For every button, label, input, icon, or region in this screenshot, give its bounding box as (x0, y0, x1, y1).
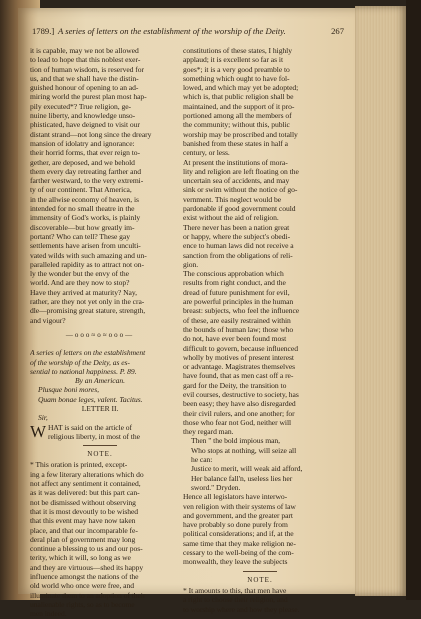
text-line: intended for no small theatre in the (30, 204, 135, 214)
salutation: Sir, (38, 413, 48, 423)
footnote-line: * It amounts to this, that men have (183, 585, 287, 595)
text-line: Hence all legislators have interwo- (183, 492, 288, 502)
text-line: The conscious approbation which (183, 269, 284, 279)
footnote-line: to worship where and how they please. (183, 604, 300, 614)
quote-line: Her balance fall'n, useless lies her (191, 473, 293, 483)
opening-paragraph (30, 423, 170, 442)
footnote-line: place, and that our incomparable fe- (30, 525, 138, 535)
motto-line: Quam bonae leges, valent. Tacitus. (38, 394, 143, 404)
footnote-line: continue a blessing to us and our pos- (30, 544, 143, 554)
text-line: century, or less. (183, 148, 230, 158)
text-line: breast: subjects, who feel the influence (183, 306, 300, 316)
footnote-line: that it is most devoutly to be wished (30, 506, 139, 516)
text-line: their civil rulers, and one another; for (183, 408, 295, 418)
text-line: rather, are they not yet only in the cra- (30, 297, 145, 307)
text-line: paralleled rapidity as to attract not on- (30, 259, 144, 269)
footnote-line: a right to choose their religion, and (183, 595, 288, 605)
note-rule (83, 445, 117, 446)
text-line: pily executed*? True religion, ge- (30, 101, 132, 111)
page-number: 267 (331, 26, 344, 36)
note-rule-right (243, 571, 277, 572)
text-line: it is capable, may we not be allowed (30, 46, 139, 55)
section-title-line: of the worship of the Deity, as es- (30, 357, 130, 367)
text-line: ly the wonder but the envy of the (30, 269, 129, 279)
text-line: those who fear not God, neither will (183, 417, 292, 427)
section-title (30, 348, 170, 376)
header-title: A series of letters on the establishment of the worship of the Deity. (58, 26, 286, 36)
text-line: ty of our continent. That America, (30, 185, 132, 195)
text-line: uncertain sea of accidents, and may (183, 176, 290, 186)
text-line: cessary to the well-being of the com- (183, 548, 294, 558)
text-line: world. And are they now to stop? (30, 278, 130, 288)
text-line: and government, and the greater part (183, 510, 293, 520)
quote-line: Then " the bold impious man, (191, 436, 281, 446)
footnote-line: influence amongst the nations of the (30, 572, 139, 582)
book-cover-edge (406, 0, 421, 600)
right-column-text (183, 46, 337, 436)
text-line: vernment. This neglect would be (183, 194, 282, 204)
text-line: ence to human laws did not receive a (183, 241, 294, 251)
drop-cap: W (30, 421, 46, 441)
text-line: HAT is said on the article of (48, 422, 133, 432)
text-line: portioned among all the members of (183, 111, 292, 121)
section-ornament: —ooo≈o≈ooo— (65, 330, 135, 339)
text-line: their horrid forms, that ever reign to- (30, 148, 141, 158)
dryden-quote (183, 436, 337, 492)
text-line: political considerations; and if, at the (183, 529, 294, 539)
text-line: gard for the Deity, the transition to (183, 380, 287, 390)
footnote-line: not be dismissed without observing (30, 497, 136, 507)
quote-line: he can: (191, 455, 213, 465)
text-line: are powerful principles in the human (183, 297, 294, 307)
text-line: the bounds of human law; those who (183, 324, 294, 334)
text-line: portant? Who can tell? These gay (30, 231, 130, 241)
text-line: wholly by motives of present interest (183, 352, 294, 362)
footnote-line: and they are virtuous—shed its happy (30, 562, 144, 572)
note-label-right: NOTE. (247, 575, 273, 584)
footnote-text (30, 460, 170, 618)
text-line: have found, that as men cast off a re- (183, 371, 294, 381)
text-line: sanction from the obligations of reli- (183, 250, 293, 260)
text-line: difficult to govern, because influenced (183, 343, 298, 353)
text-line: which is, that public religion shall be (183, 92, 294, 102)
text-line: worship may be proscribed and totally (183, 129, 298, 139)
text-line: banished from these states in half a (183, 138, 288, 148)
text-line: tion of human wisdom, is reserved for (30, 64, 144, 74)
text-line: gether, are deposed, and we behold (30, 157, 135, 167)
footnote-line: * This oration is printed, except- (30, 460, 128, 470)
text-line: have probably so done purely from (183, 520, 288, 530)
text-line: monwealth, they leave the subjects (183, 557, 288, 567)
header-year: 1789.] (32, 26, 55, 36)
text-line: phisticated, have deigned to visit our (30, 120, 140, 130)
text-line: same time that they make religion ne- (183, 538, 296, 548)
byline: By an American. (75, 376, 125, 386)
footnote-line: illuminate them to an adoption of their (30, 590, 146, 600)
section-title-line: sential to national happiness. P. 89. (30, 366, 137, 376)
text-line: results from right conduct, and the (183, 278, 286, 288)
text-line: religious liberty, in most of the (48, 431, 140, 441)
footnote-line: terity, which it will, so long as we (30, 553, 131, 563)
quote-line: Who stops at nothing, will seize all (191, 445, 297, 455)
text-line: do not, have ever been found most (183, 334, 287, 344)
text-line: vated wilds with such amazing and un- (30, 250, 147, 260)
motto (30, 385, 170, 404)
footnote-line: old world who once were free, and (30, 581, 134, 591)
right-column (183, 46, 337, 614)
text-line: discoverable—but how greatly im- (30, 222, 135, 232)
text-line: pardonable if good government could (183, 204, 296, 214)
text-line: mansion of idolatry and ignorance: (30, 138, 135, 148)
text-line: of these, are easily restrained within (183, 315, 291, 325)
text-line: us, and that we shall have the distin- (30, 73, 139, 83)
running-header (32, 26, 350, 40)
text-line: dread of future punishment for evil, (183, 287, 290, 297)
text-line: the community; without this, public (183, 120, 290, 130)
letter-heading: LETTER II. (81, 403, 119, 413)
footnote-line: that this event may have now taken (30, 516, 136, 526)
left-column (30, 46, 170, 619)
page-edges (355, 6, 407, 596)
footnote-line: unalienable rights, so as to become (30, 599, 135, 609)
text-line: nuine liberty, and knowledge unso- (30, 111, 136, 121)
text-line: goes*; it is a very good preamble to (183, 64, 290, 74)
quote-line: Justice to merit, will weak aid afford, (191, 464, 303, 474)
text-line: gion. (183, 259, 199, 269)
footnote-line: not affect any sentiment it contained, (30, 479, 141, 489)
text-line: immensity of God's works, is plainly (30, 213, 141, 223)
text-line: evil courses, destructive to society, has (183, 389, 299, 399)
footnote-line: deral plan of government may long (30, 534, 136, 544)
text-line: ven religion with their systems of law (183, 501, 296, 511)
text-line: to lead to hope that this noblest exer- (30, 55, 141, 65)
text-line: constitutions of these states, I highly (183, 46, 292, 55)
text-line: dle—promising great stature, strength, (30, 306, 146, 316)
text-line: and vigour? (30, 315, 66, 325)
text-line: There never has been a nation great (183, 222, 290, 232)
text-line: At present the institutions of mora- (183, 157, 288, 167)
footnote-line: men indeed. (30, 609, 67, 619)
text-line: lity and religion are left floating on the (183, 166, 299, 176)
footnote-line: as it was delivered: but this part can- (30, 488, 140, 498)
text-line: or advantage. Magistrates themselves (183, 362, 296, 372)
footnote-line: ing a few literary alterations which do (30, 469, 144, 479)
right-column-text-continued (183, 492, 337, 566)
text-line: applaud; it is excellent so far as it (183, 55, 284, 65)
text-line: farther westward, to the very extremi- (30, 176, 144, 186)
text-line: Have they arrived at maturity? Nay, (30, 287, 137, 297)
text-line: settlements have arisen from unculti- (30, 241, 141, 251)
text-line: in the allwise economy of heaven, is (30, 194, 139, 204)
text-line: them every day retreating farther and (30, 166, 141, 176)
text-line: been easy; they have also disregarded (183, 399, 296, 409)
text-line: maintained, and the support of it pro- (183, 101, 295, 111)
text-line: they regard man. (183, 427, 234, 437)
text-line: or happy, where the subject's obedi- (183, 231, 291, 241)
text-line: exist without the aid of religion. (183, 213, 279, 223)
text-line: sink or swim without the notice of go- (183, 185, 298, 195)
text-line: guished honour of opening to an ad- (30, 83, 139, 93)
motto-line: Plusque boni mores, (38, 385, 99, 395)
opening-text (30, 423, 170, 442)
text-line: lowed, and which may yet be adopted; (183, 83, 299, 93)
text-line: distant strand—not long since the dreary (30, 129, 152, 139)
section-title-line: A series of letters on the establishment (30, 348, 146, 358)
note-label: NOTE. (87, 450, 113, 459)
quote-line: sword." Dryden. (191, 482, 241, 492)
text-line: something which ought to have fol- (183, 73, 290, 83)
text-line: miring world the purest plan most hap- (30, 92, 147, 102)
left-column-text (30, 46, 170, 325)
